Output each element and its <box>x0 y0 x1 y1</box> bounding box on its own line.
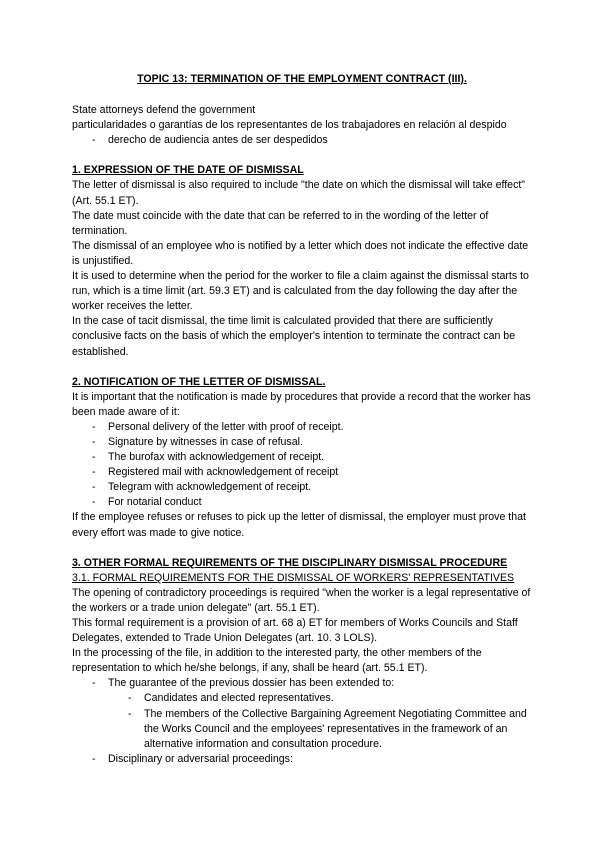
section-1-heading: 1. EXPRESSION OF THE DATE OF DISMISSAL <box>72 164 304 177</box>
section-1-paragraph: In the case of tacit dismissal, the time limit is calculated provided that there are sufficiently conclusive facts on the basis of which the employer's intention to terminate the contract can be established. <box>72 315 516 358</box>
section-3-paragraph: This formal requirement is a provision of art. 68 a) ET for members of Works Councils and Staff Delegates, extended to Trade Union Delegates (art. 10. 3 LOLS). <box>72 617 518 645</box>
intro-bullet: - derecho de audiencia antes de ser despedidos <box>72 133 532 148</box>
sub-list-item: - Candidates and elected representatives. <box>72 691 532 706</box>
sub-list-item: - The members of the Collective Bargaining Agreement Negotiating Committee and the Works Council and the employees' representatives in the framework of an alternative information and consultation procedure. <box>72 707 532 752</box>
section-3-heading: 3. OTHER FORMAL REQUIREMENTS OF THE DISCIPLINARY DISMISSAL PROCEDURE <box>72 556 508 569</box>
section-1-paragraph: It is used to determine when the period for the worker to file a claim against the dismissal starts to run, which is a time limit (art. 59.3 ET) and is calculated from the day following the day after the worker receives the letter. <box>72 270 529 313</box>
section-2-heading: 2. NOTIFICATION OF THE LETTER OF DISMISSAL. <box>72 375 326 388</box>
list-item: - Signature by witnesses in case of refusal. <box>72 435 532 450</box>
section-3-1-subheading: 3.1. FORMAL REQUIREMENTS FOR THE DISMISSAL OF WORKERS' REPRESENTATIVES <box>72 571 515 584</box>
list-item: - The guarantee of the previous dossier has been extended to: <box>72 676 532 691</box>
intro-line-2: particularidades o garantías de los representantes de los trabajadores en relación al despido <box>72 119 507 132</box>
document-title: TOPIC 13: TERMINATION OF THE EMPLOYMENT CONTRACT (III). <box>137 73 467 85</box>
list-item: - Telegram with acknowledgement of receipt. <box>72 480 532 495</box>
section-1-paragraph: The dismissal of an employee who is notified by a letter which does not indicate the effective date is unjustified. <box>72 239 529 267</box>
section-1-paragraph: The letter of dismissal is also required to include "the date on which the dismissal will take effect" (Art. 55.1 ET). <box>72 179 526 207</box>
section-3-paragraph: In the processing of the file, in addition to the interested party, the other members of the representation to which he/she belongs, if any, shall be heard (art. 55.1 ET). <box>72 647 482 675</box>
section-3-paragraph: The opening of contradictory proceedings is required "when the worker is a legal representative of the workers or a trade union delegate" (art. 55.1 ET). <box>72 586 531 614</box>
list-item: - Registered mail with acknowledgement of receipt <box>72 465 532 480</box>
section-1-paragraph: The date must coincide with the date that can be referred to in the wording of the letter of termination. <box>72 209 489 237</box>
list-item: - The burofax with acknowledgement of receipt. <box>72 450 532 465</box>
document-page <box>72 72 532 767</box>
section-2-intro: It is important that the notification is made by procedures that provide a record that the worker has been made aware of it: <box>72 390 531 418</box>
intro-line-1: State attorneys defend the government <box>72 104 256 117</box>
list-item: - Personal delivery of the letter with proof of receipt. <box>72 420 532 435</box>
section-3-list <box>72 676 532 767</box>
intro-list <box>72 133 532 148</box>
list-item: - Disciplinary or adversarial proceedings: <box>72 752 532 767</box>
list-item: - For notarial conduct <box>72 495 532 510</box>
notification-methods-list <box>72 420 532 511</box>
section-2-closing: If the employee refuses or refuses to pick up the letter of dismissal, the employer must prove that every effort was made to give notice. <box>72 511 526 539</box>
